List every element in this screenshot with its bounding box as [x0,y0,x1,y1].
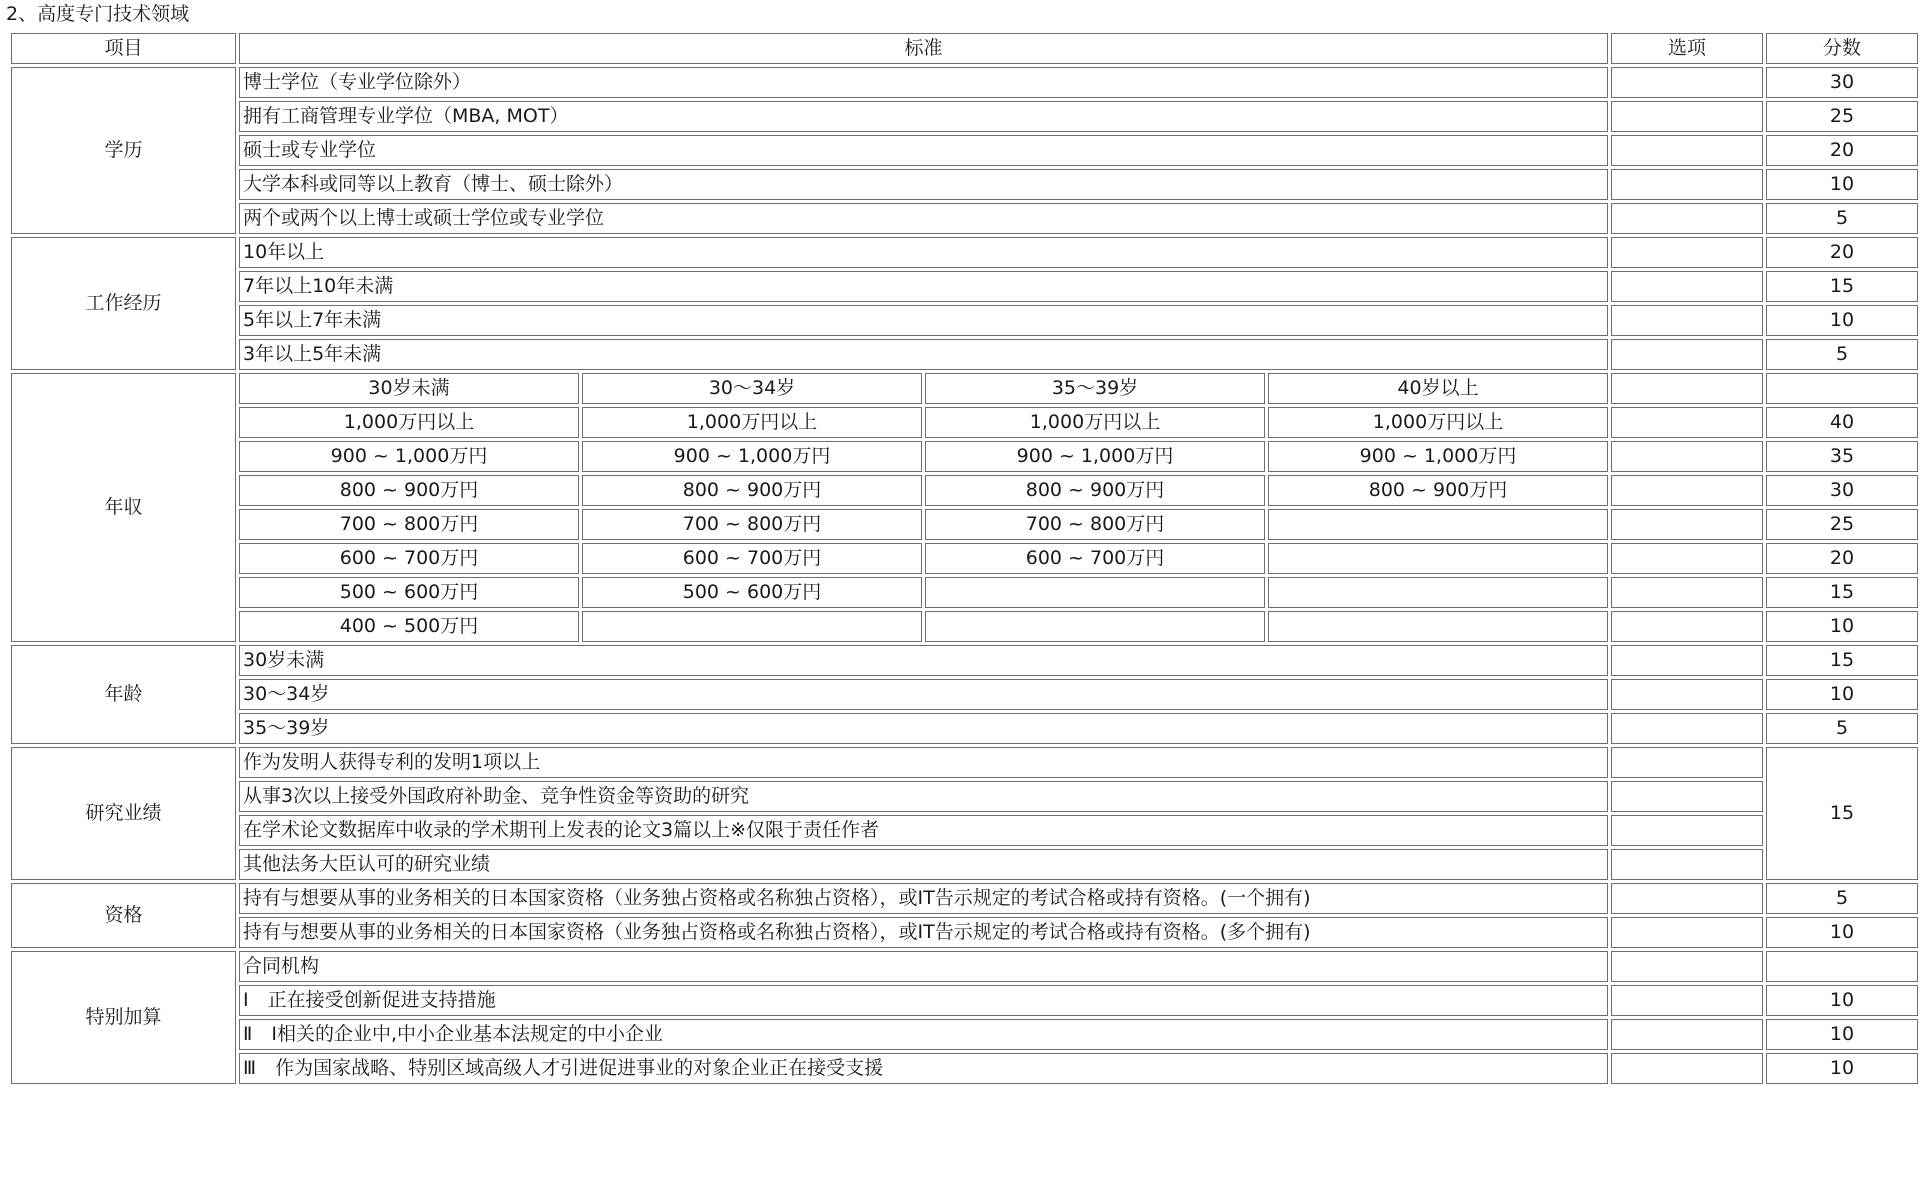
option-cell [1611,441,1763,472]
category-education: 学历 [11,67,236,234]
option-cell [1611,203,1763,234]
score-cell: 10 [1766,985,1918,1016]
score-cell [1766,373,1918,404]
table-row [11,135,1918,166]
option-cell [1611,101,1763,132]
option-cell [1611,781,1763,812]
criteria-cell: 3年以上5年未满 [239,339,1608,370]
option-cell [1611,543,1763,574]
criteria-cell: 两个或两个以上博士或硕士学位或专业学位 [239,203,1608,234]
income-age-header: 30～34岁 [582,373,922,404]
income-cell: 800 ~ 900万円 [1268,475,1608,506]
table-row [11,781,1918,812]
option-cell [1611,373,1763,404]
table-row [11,475,1918,506]
criteria-cell: 大学本科或同等以上教育（博士、硕士除外） [239,169,1608,200]
score-cell: 15 [1766,645,1918,676]
table-row [11,509,1918,540]
option-cell [1611,305,1763,336]
income-cell: 400 ~ 500万円 [239,611,579,642]
score-cell: 40 [1766,407,1918,438]
score-cell: 10 [1766,305,1918,336]
criteria-cell: 博士学位（专业学位除外） [239,67,1608,98]
category-age: 年龄 [11,645,236,744]
option-cell [1611,815,1763,846]
document-title: 2、高度专门技术领域 [6,3,190,25]
criteria-cell: 30～34岁 [239,679,1608,710]
score-table [8,30,1920,1087]
income-cell: 800 ~ 900万円 [239,475,579,506]
income-age-header: 40岁以上 [1268,373,1608,404]
header-row [11,33,1918,64]
option-cell [1611,747,1763,778]
option-cell [1611,917,1763,948]
option-cell [1611,645,1763,676]
score-cell: 20 [1766,543,1918,574]
table-row [11,917,1918,948]
criteria-cell: Ⅰ 正在接受创新促进支持措施 [239,985,1608,1016]
option-cell [1611,135,1763,166]
criteria-cell: 7年以上10年未满 [239,271,1608,302]
option-cell [1611,271,1763,302]
income-cell: 600 ~ 700万円 [582,543,922,574]
category-experience: 工作经历 [11,237,236,370]
criteria-cell: 合同机构 [239,951,1608,982]
table-row [11,407,1918,438]
option-cell [1611,1053,1763,1084]
criteria-cell: 35～39岁 [239,713,1608,744]
table-row [11,339,1918,370]
table-row [11,815,1918,846]
score-cell: 10 [1766,1053,1918,1084]
score-cell: 5 [1766,339,1918,370]
table-row [11,305,1918,336]
income-cell: 900 ~ 1,000万円 [1268,441,1608,472]
score-cell: 20 [1766,237,1918,268]
category-qualification: 资格 [11,883,236,948]
option-cell [1611,67,1763,98]
criteria-cell: Ⅱ Ⅰ相关的企业中,中小企业基本法规定的中小企业 [239,1019,1608,1050]
income-cell: 700 ~ 800万円 [582,509,922,540]
option-cell [1611,849,1763,880]
table-row [11,101,1918,132]
score-cell: 10 [1766,611,1918,642]
score-cell: 5 [1766,713,1918,744]
option-cell [1611,339,1763,370]
score-cell: 25 [1766,101,1918,132]
table-row [11,543,1918,574]
table-row [11,271,1918,302]
score-cell [1766,951,1918,982]
income-age-header: 35～39岁 [925,373,1265,404]
table-row [11,951,1918,982]
criteria-cell: 作为发明人获得专利的发明1项以上 [239,747,1608,778]
table-row [11,67,1918,98]
option-cell [1611,611,1763,642]
table-row [11,747,1918,778]
income-cell [925,577,1265,608]
option-cell [1611,169,1763,200]
table-row [11,577,1918,608]
criteria-cell: 其他法务大臣认可的研究业绩 [239,849,1608,880]
income-cell: 500 ~ 600万円 [582,577,922,608]
score-cell: 10 [1766,679,1918,710]
table-row [11,1019,1918,1050]
score-cell: 5 [1766,883,1918,914]
score-cell: 20 [1766,135,1918,166]
score-cell: 10 [1766,1019,1918,1050]
income-cell [1268,509,1608,540]
criteria-cell: 5年以上7年未满 [239,305,1608,336]
category-special: 特别加算 [11,951,236,1084]
table-row [11,883,1918,914]
option-cell [1611,951,1763,982]
income-cell: 900 ~ 1,000万円 [239,441,579,472]
criteria-cell: 在学术论文数据库中收录的学术期刊上发表的论文3篇以上※仅限于责任作者 [239,815,1608,846]
income-cell: 900 ~ 1,000万円 [582,441,922,472]
header-option: 选项 [1611,33,1763,64]
income-cell [1268,611,1608,642]
criteria-cell: 10年以上 [239,237,1608,268]
option-cell [1611,407,1763,438]
option-cell [1611,679,1763,710]
header-score: 分数 [1766,33,1918,64]
option-cell [1611,237,1763,268]
option-cell [1611,509,1763,540]
income-age-header-row [11,373,1918,404]
score-cell: 5 [1766,203,1918,234]
table-row [11,169,1918,200]
score-cell: 15 [1766,271,1918,302]
table-row [11,849,1918,880]
score-cell: 30 [1766,67,1918,98]
criteria-cell: Ⅲ 作为国家战略、特别区域高级人才引进促进事业的对象企业正在接受支援 [239,1053,1608,1084]
criteria-cell: 持有与想要从事的业务相关的日本国家资格（业务独占资格或名称独占资格），或IT告示规定的考试合格或持有资格。(多个拥有) [239,917,1608,948]
score-cell: 15 [1766,577,1918,608]
score-cell: 10 [1766,169,1918,200]
option-cell [1611,713,1763,744]
criteria-cell: 拥有工商管理专业学位（MBA, MOT） [239,101,1608,132]
score-cell: 25 [1766,509,1918,540]
table-row [11,1053,1918,1084]
score-cell: 30 [1766,475,1918,506]
income-age-header: 30岁未满 [239,373,579,404]
score-cell: 10 [1766,917,1918,948]
header-item: 项目 [11,33,236,64]
income-cell: 1,000万円以上 [1268,407,1608,438]
score-cell: 15 [1766,747,1918,880]
option-cell [1611,985,1763,1016]
income-cell: 1,000万円以上 [582,407,922,438]
criteria-cell: 30岁未满 [239,645,1608,676]
table-row [11,203,1918,234]
option-cell [1611,1019,1763,1050]
income-cell: 800 ~ 900万円 [582,475,922,506]
table-row [11,679,1918,710]
income-cell: 1,000万円以上 [925,407,1265,438]
category-research: 研究业绩 [11,747,236,880]
income-cell: 500 ~ 600万円 [239,577,579,608]
option-cell [1611,577,1763,608]
income-cell [1268,543,1608,574]
income-cell: 900 ~ 1,000万円 [925,441,1265,472]
table-row [11,237,1918,268]
income-cell: 1,000万円以上 [239,407,579,438]
header-criteria: 标准 [239,33,1608,64]
table-row [11,645,1918,676]
income-cell: 800 ~ 900万円 [925,475,1265,506]
criteria-cell: 从事3次以上接受外国政府补助金、竞争性资金等资助的研究 [239,781,1608,812]
income-cell: 600 ~ 700万円 [239,543,579,574]
table-row [11,611,1918,642]
income-cell [925,611,1265,642]
option-cell [1611,883,1763,914]
income-cell [582,611,922,642]
criteria-cell: 硕士或专业学位 [239,135,1608,166]
table-row [11,985,1918,1016]
income-cell [1268,577,1608,608]
score-cell: 35 [1766,441,1918,472]
table-row [11,713,1918,744]
option-cell [1611,475,1763,506]
criteria-cell: 持有与想要从事的业务相关的日本国家资格（业务独占资格或名称独占资格），或IT告示规定的考试合格或持有资格。(一个拥有) [239,883,1608,914]
income-cell: 700 ~ 800万円 [239,509,579,540]
income-cell: 600 ~ 700万円 [925,543,1265,574]
category-income: 年収 [11,373,236,642]
table-row [11,441,1918,472]
income-cell: 700 ~ 800万円 [925,509,1265,540]
